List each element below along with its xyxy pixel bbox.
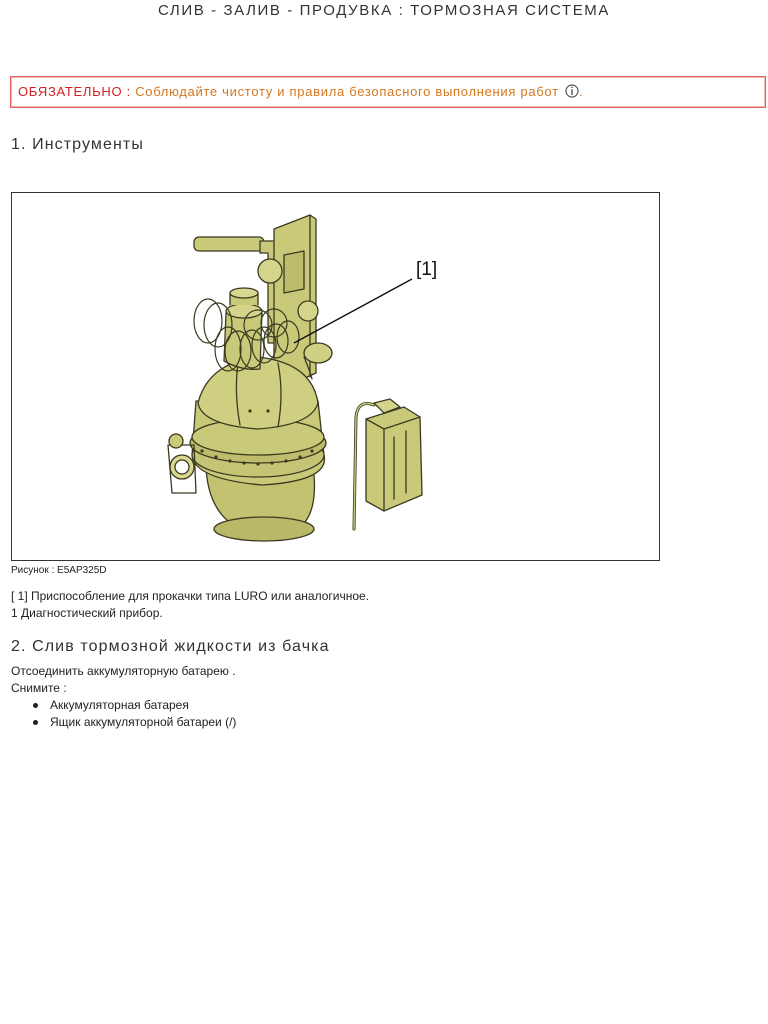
bullet-icon <box>33 720 38 725</box>
figure-caption: Рисунок : E5AP325D <box>11 565 107 576</box>
warning-label: ОБЯЗАТЕЛЬНО <box>18 84 123 99</box>
remove-label: Снимите : <box>11 681 67 695</box>
warning-notice <box>10 76 766 108</box>
list-item <box>30 697 236 714</box>
section-heading-drain: 2. Слив тормозной жидкости из бачка <box>11 638 330 655</box>
remove-list <box>30 697 236 731</box>
legend-item-2: 1 Диагностический прибор. <box>11 606 163 620</box>
info-circle-icon[interactable] <box>565 79 579 109</box>
callout-label: [1] <box>416 259 438 280</box>
bleeding-tool-illustration <box>12 193 659 560</box>
list-item-text: Ящик аккумуляторной батареи (/) <box>50 715 237 729</box>
warning-trailing: . <box>579 84 584 99</box>
legend-item-1: [ 1] Приспособление для прокачки типа LURO или аналогичное. <box>11 589 370 603</box>
warning-separator: : <box>122 84 136 99</box>
list-item-text: Аккумуляторная батарея <box>50 698 189 712</box>
instruction-text: Отсоединить аккумуляторную батарею . <box>11 664 236 678</box>
bullet-icon <box>33 703 38 708</box>
section-heading-tools: 1. Инструменты <box>11 136 144 153</box>
page-title: СЛИВ - ЗАЛИВ - ПРОДУВКА : ТОРМОЗНАЯ СИСТЕМА <box>157 2 611 19</box>
figure-frame <box>11 192 660 561</box>
list-item <box>30 714 236 731</box>
warning-text: Соблюдайте чистоту и правила безопасного выполнения работ <box>135 84 559 99</box>
